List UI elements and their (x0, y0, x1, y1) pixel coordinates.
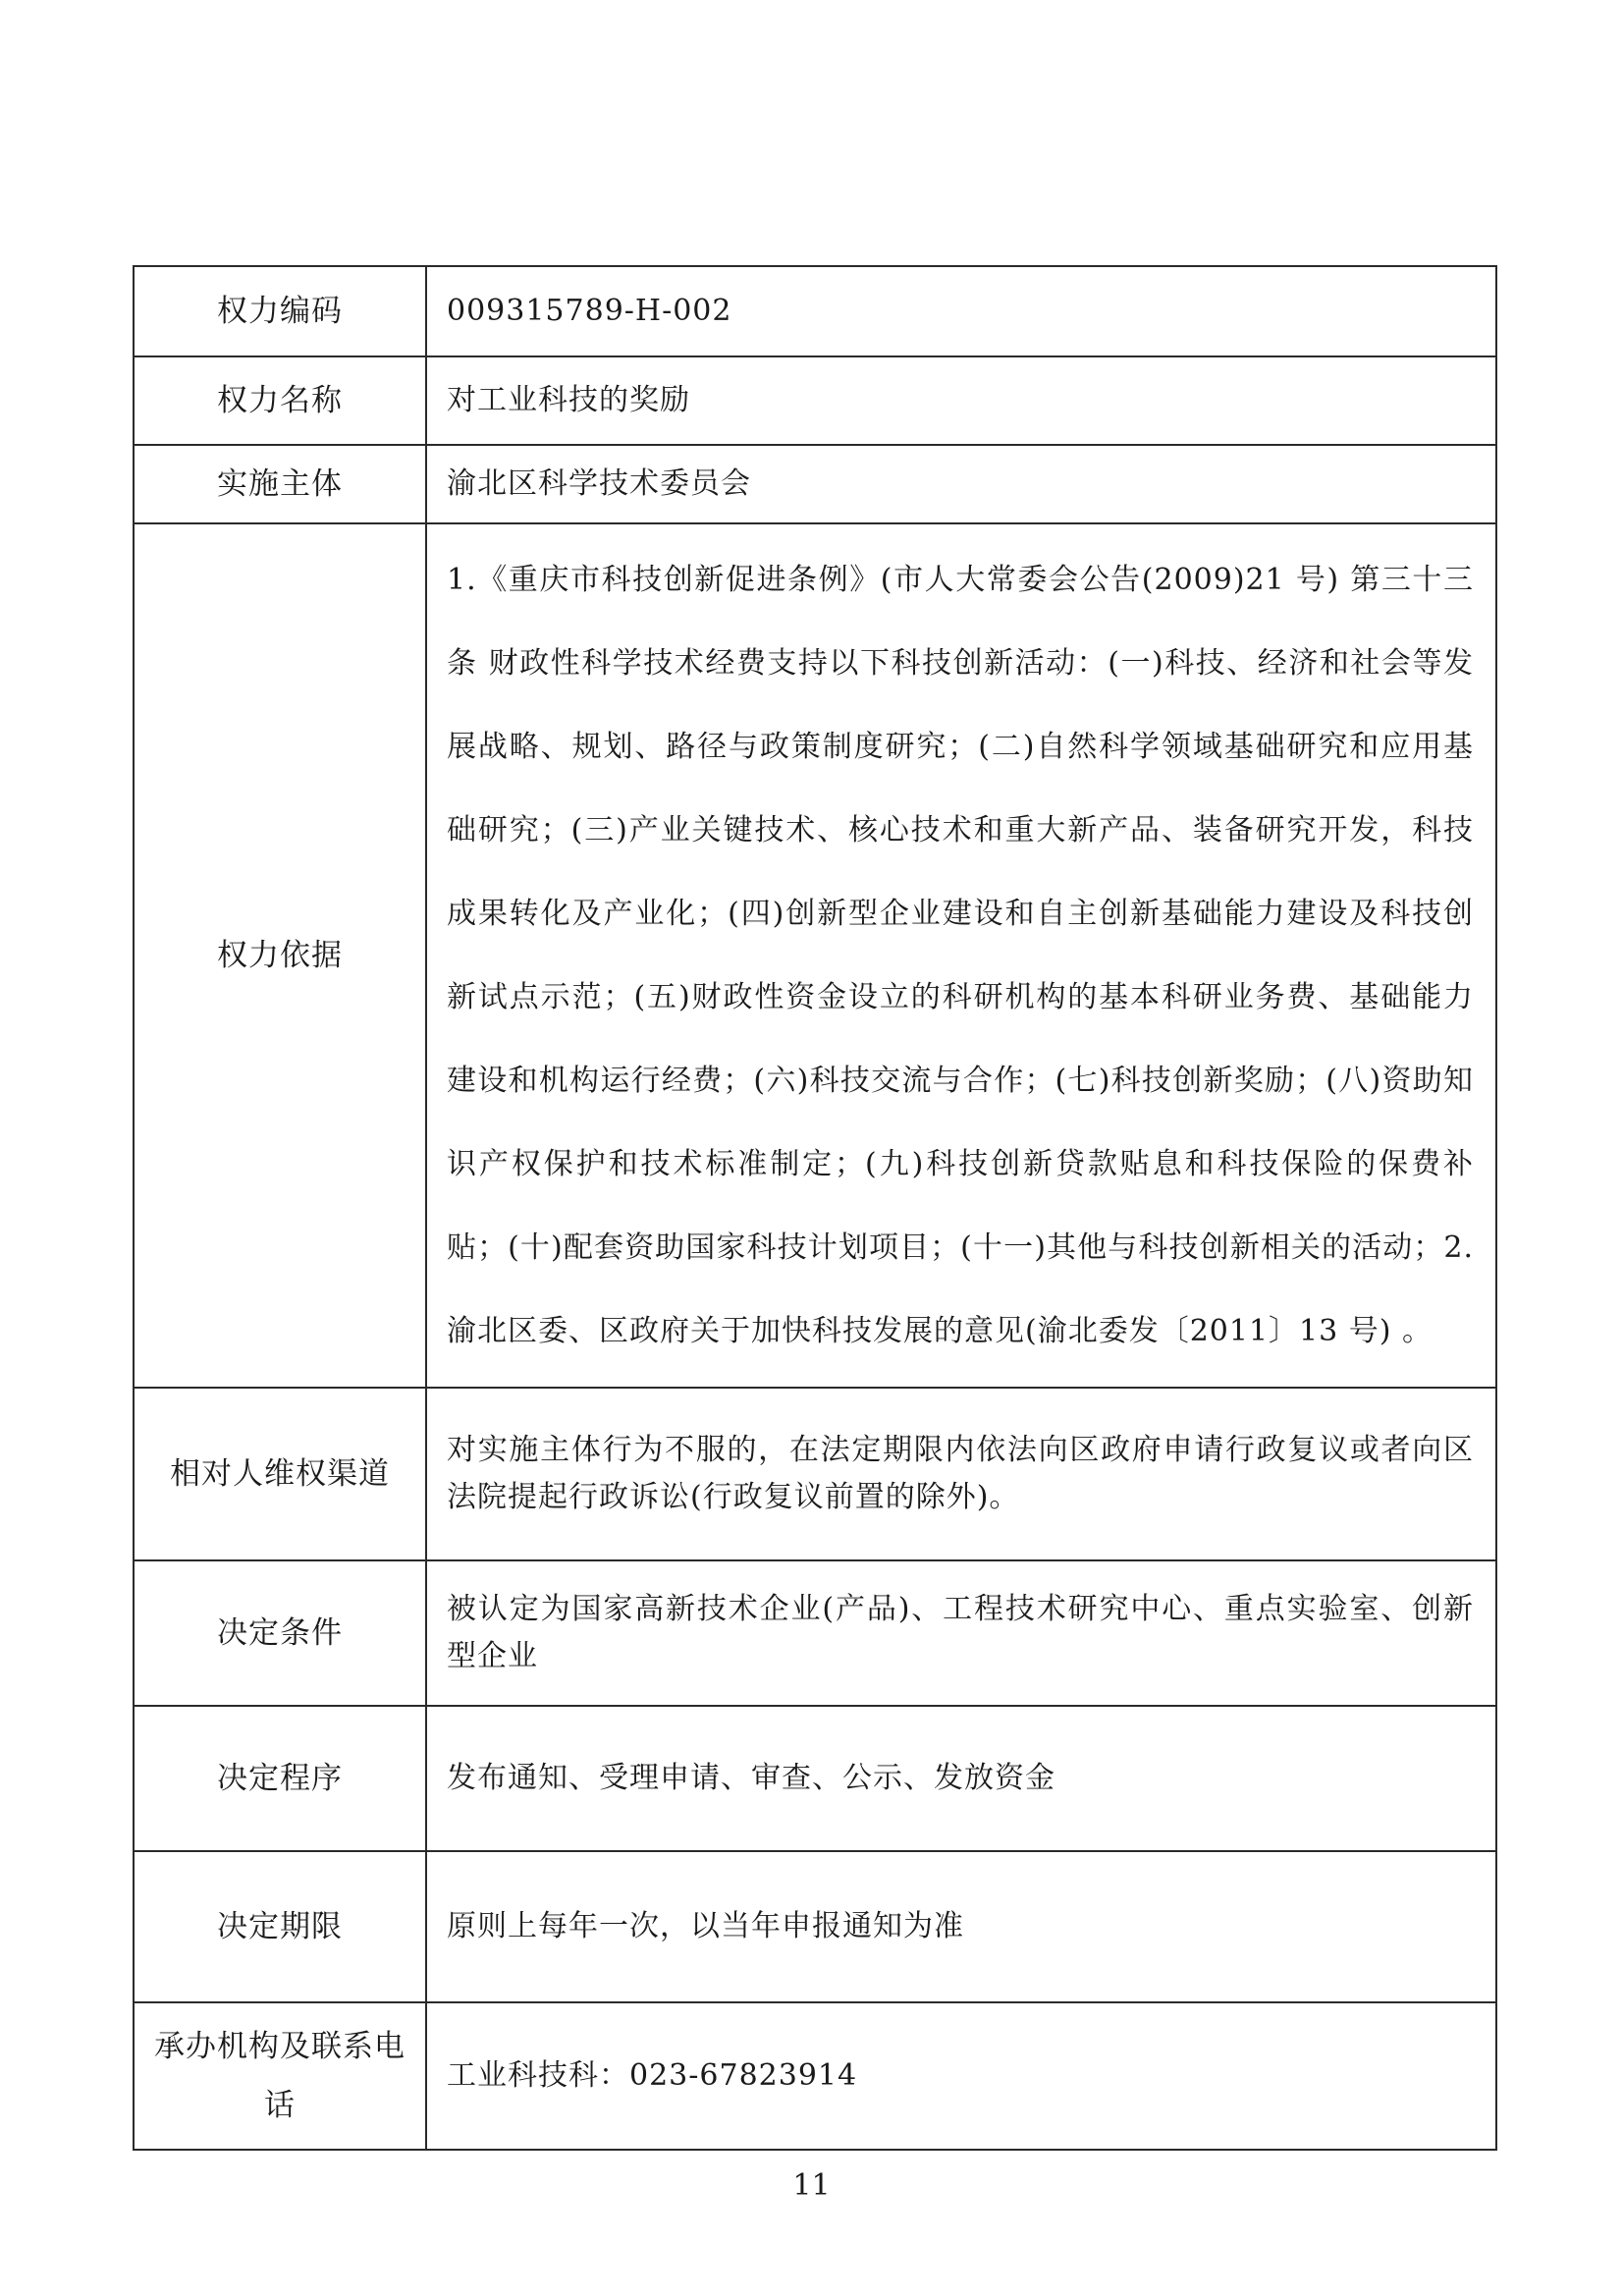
row-label-legal-basis: 权力依据 (134, 523, 426, 1388)
row-value-decision-conditions: 被认定为国家高新技术企业(产品)、工程技术研究中心、重点实验室、创新型企业 (426, 1560, 1496, 1706)
table-row (134, 1851, 1496, 2002)
table-row (134, 356, 1496, 445)
row-value-decision-procedure: 发布通知、受理申请、审查、公示、发放资金 (426, 1706, 1496, 1851)
row-label-rights-channel: 相对人维权渠道 (134, 1388, 426, 1560)
table-row (134, 266, 1496, 356)
row-label-contact: 承办机构及联系电话 (134, 2002, 426, 2150)
row-value-decision-deadline: 原则上每年一次，以当年申报通知为准 (426, 1851, 1496, 2002)
row-value-implementing-body: 渝北区科学技术委员会 (426, 445, 1496, 523)
row-label-power-code: 权力编码 (134, 266, 426, 356)
row-label-power-name: 权力名称 (134, 356, 426, 445)
row-value-legal-basis: 1.《重庆市科技创新促进条例》(市人大常委会公告(2009)21 号) 第三十三条 财政性科学技术经费支持以下科技创新活动：(一)科技、经济和社会等发展战略、规划、路径与政策制度研究；(二)自然科学领域基础研究和应用基础研究；(三)产业关键技术、核心技术和重大新产品、装备研究开发，科技成果转化及产业化；(四)创新型企业建设和自主创新基础能力建设及科技创新试点示范；(五)财政性资金设立的科研机构的基本科研业务费、基础能力建设和机构运行经费；(六)科技交流与合作；(七)科技创新奖励；(八)资助知识产权保护和技术标准制定；(九)科技创新贷款贴息和科技保险的保费补贴；(十)配套资助国家科技计划项目；(十一)其他与科技创新相关的活动；2.渝北区委、区政府关于加快科技发展的意见(渝北委发〔2011〕13 号) 。 (426, 523, 1496, 1388)
power-info-table (133, 265, 1497, 2151)
row-value-contact: 工业科技科：023-67823914 (426, 2002, 1496, 2150)
table-row (134, 1560, 1496, 1706)
table-row (134, 1706, 1496, 1851)
page-number: 11 (792, 2168, 831, 2203)
table-row (134, 1388, 1496, 1560)
row-value-rights-channel: 对实施主体行为不服的，在法定期限内依法向区政府申请行政复议或者向区法院提起行政诉讼(行政复议前置的除外)。 (426, 1388, 1496, 1560)
row-label-decision-procedure: 决定程序 (134, 1706, 426, 1851)
table-row (134, 445, 1496, 523)
table-row (134, 2002, 1496, 2150)
row-label-decision-conditions: 决定条件 (134, 1560, 426, 1706)
row-label-implementing-body: 实施主体 (134, 445, 426, 523)
row-value-power-code: 009315789-H-002 (426, 266, 1496, 356)
table-row (134, 523, 1496, 1388)
row-value-power-name: 对工业科技的奖励 (426, 356, 1496, 445)
row-label-decision-deadline: 决定期限 (134, 1851, 426, 2002)
